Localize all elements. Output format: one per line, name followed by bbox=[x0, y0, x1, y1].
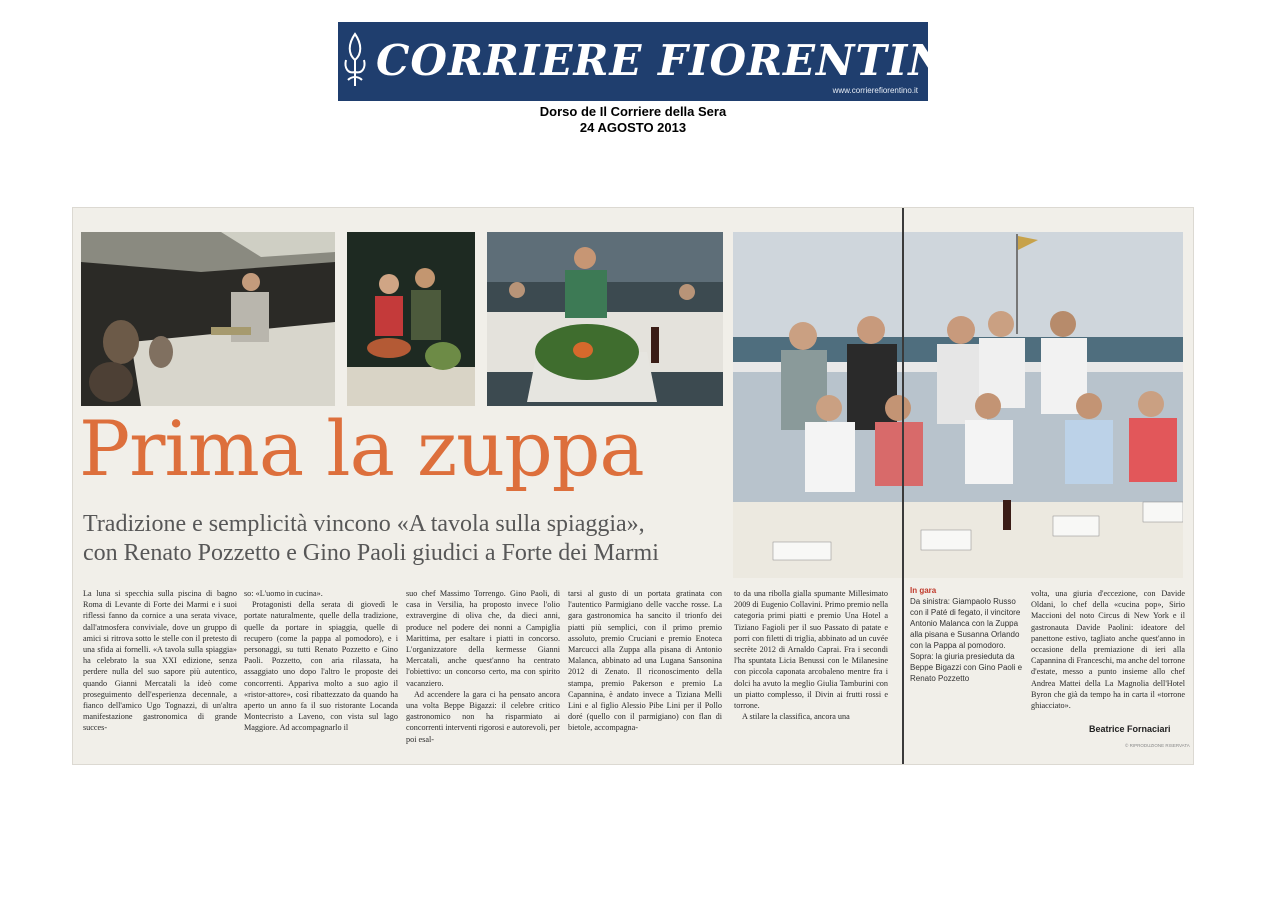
subheadline-line-2: con Renato Pozzetto e Gino Paoli giudici a Forte dei Marmi bbox=[83, 540, 659, 566]
article-column-3 bbox=[406, 588, 560, 745]
article-column-1 bbox=[83, 588, 237, 734]
caption-text: Da sinistra: Giampaolo Russo con il Paté di fegato, il vincitore Antonio Malanca con la Zuppa alla pisana e Susanna Orlando con la Pappa al pomodoro. Sopra: la giuria presieduta da Beppe Bigazzi con Gino Paoli e Renato Pozzetto bbox=[910, 597, 1023, 683]
column-3-text-b: Ad accendere la gara ci ha pensato ancora una volta Beppe Bigazzi: il celebre critico gastronomico non ha risparmiato ai concorrenti interventi rigorosi e autorevoli, per poi esal- bbox=[406, 689, 560, 744]
headline: Prima la zuppa bbox=[79, 404, 644, 493]
column-1-text: La luna si specchia sulla piscina di bagno Roma di Levante di Forte dei Marmi e i suoi riflessi fanno da cornice a una serata vivace, dall'atmosfera conviviale, dove un gruppo di amici si ritrova sotto le stelle con il pretesto di una sfida ai fornelli. «A tavola sulla spiaggia» ha celebrato la sua XXI edizione, senza perdere nulla del suo sapore più autentico, quando Gianni Mercatali la ideò come proseguimento dell'esperienza decennale, a fianco dell'amico Ugo Tognazzi, di un'altra manifestazione gastronomica di grande succes- bbox=[83, 589, 237, 733]
masthead-url: www.corrierefiorentino.it bbox=[832, 86, 918, 95]
column-3-text-a: suo chef Massimo Torrengo. Gino Paoli, di casa in Versilia, ha proposto invece l'olio extravergine di oliva che, da dieci anni, produce nel podere dei nonni a Campiglia Marittima, per esaltare i piatti in concorso. L'organizzatore della kermesse Gianni Mercatali, anche quest'anno ha centrato l'obiettivo: un concorso certo, ma con spirito vacanziero. bbox=[406, 589, 560, 688]
photo-caption bbox=[910, 585, 1025, 684]
column-2-text-a: so: «L'uomo in cucina». bbox=[244, 589, 323, 598]
photo-vegetable-dish bbox=[487, 232, 723, 406]
column-divider bbox=[902, 208, 904, 764]
source-line: Dorso de Il Corriere della Sera bbox=[539, 104, 727, 119]
column-2-text-b: Protagonisti della serata di giovedì le portate naturalmente, quelle della tradizione, quelle da portare in spiaggia, quelle di recupero (come la pappa al pomodoro), e i personaggi, su tutti Renato Pozzetto e Gino Paoli. Pozzetto, con aria rilassata, ha assaggiato uno dopo l'altro le proposte dei concorrenti. Appariva molto a suo agio il «ristor-attore», così ribattezzato da quando ha aperto un anno fa il suo ristorante Locanda Montecristo a Laveno, con vista sul lago Maggiore. Ad accompagnarlo il bbox=[244, 600, 398, 733]
photo-dinner-tables bbox=[81, 232, 335, 406]
source-meta bbox=[338, 104, 928, 136]
date-line: 24 AGOSTO 2013 bbox=[579, 120, 687, 135]
column-5-text-a: to da una ribolla gialla spumante Millesimato 2009 di Eugenio Collavini. Primo premio nella categoria primi piatti e premio Una Hotel a Tiziano Fagioli per il suo Passato di patate e porri con filetti di triglia, abbinato ad un cuvée secrète 2012 di Arnaldo Caprai. Fra i secondi l'ha spuntata Licia Benussi con le Milanesine con piccola caponata arcobaleno mentre fra i dolci ha avuto la meglio Giulia Tamburini con un piatto complesso, il Divin ai frutti rossi e torrone. bbox=[734, 589, 888, 711]
subheadline-line-1: Tradizione e semplicità vincono «A tavola sulla spiaggia», bbox=[83, 511, 645, 537]
newspaper-clipping bbox=[72, 207, 1194, 765]
column-4-text: tarsi al gusto di un portata gratinata con l'autentico Parmigiano delle vacche rosse. La gara gastronomica ha sancito il trionfo dei piatti più semplici, con il primo premio assoluto, premio Cruciani e premio Enoteca Marcucci alla Zuppa alla pisana di Antonio Malanca, abbinato ad una Lugana Sansonina 2012 di Zenato. Il riconoscimento della stampa, premio Pakerson e premio La Capannina, è andato invece a Tiziana Melli Lini e al figlio Alessio Pibe Lini per il Pollo doré (quello con il parmigiano) con flan di bietole, accompagna- bbox=[568, 589, 722, 733]
caption-label: In gara bbox=[910, 586, 937, 595]
byline: Beatrice Fornaciari bbox=[1089, 724, 1171, 734]
masthead-title: CORRIERE FIORENTINO bbox=[376, 36, 986, 85]
article-column-5 bbox=[734, 588, 888, 722]
article-column-7 bbox=[1031, 588, 1185, 711]
article-column-2 bbox=[244, 588, 398, 734]
article-column-4 bbox=[568, 588, 722, 734]
copyright-notice: © RIPRODUZIONE RISERVATA bbox=[1125, 743, 1190, 748]
photo-cooks-with-dish bbox=[347, 232, 475, 406]
column-7-text: volta, una giuria d'eccezione, con Davide Oldani, lo chef della «cucina pop», Sirio Maccioni del noto Circus di New York e il gastronauta Davide Paolini: ideatore del panettone estivo, tagliato anche quest'anno in occasione della premiazione di ieri alla Capannina di Franceschi, ma anche del torrone d'estate, messo a punto insieme allo chef Andrea Mattei della La Magnolia dell'Hotel Byron che già da tempo ha in carta il «torrone ghiacciato». bbox=[1031, 589, 1185, 711]
masthead bbox=[338, 22, 986, 101]
photo-jury-group bbox=[733, 232, 1183, 578]
subheadline bbox=[83, 510, 723, 568]
florentine-lily-icon bbox=[342, 30, 368, 90]
column-5-text-b: A stilare la classifica, ancora una bbox=[742, 712, 850, 722]
